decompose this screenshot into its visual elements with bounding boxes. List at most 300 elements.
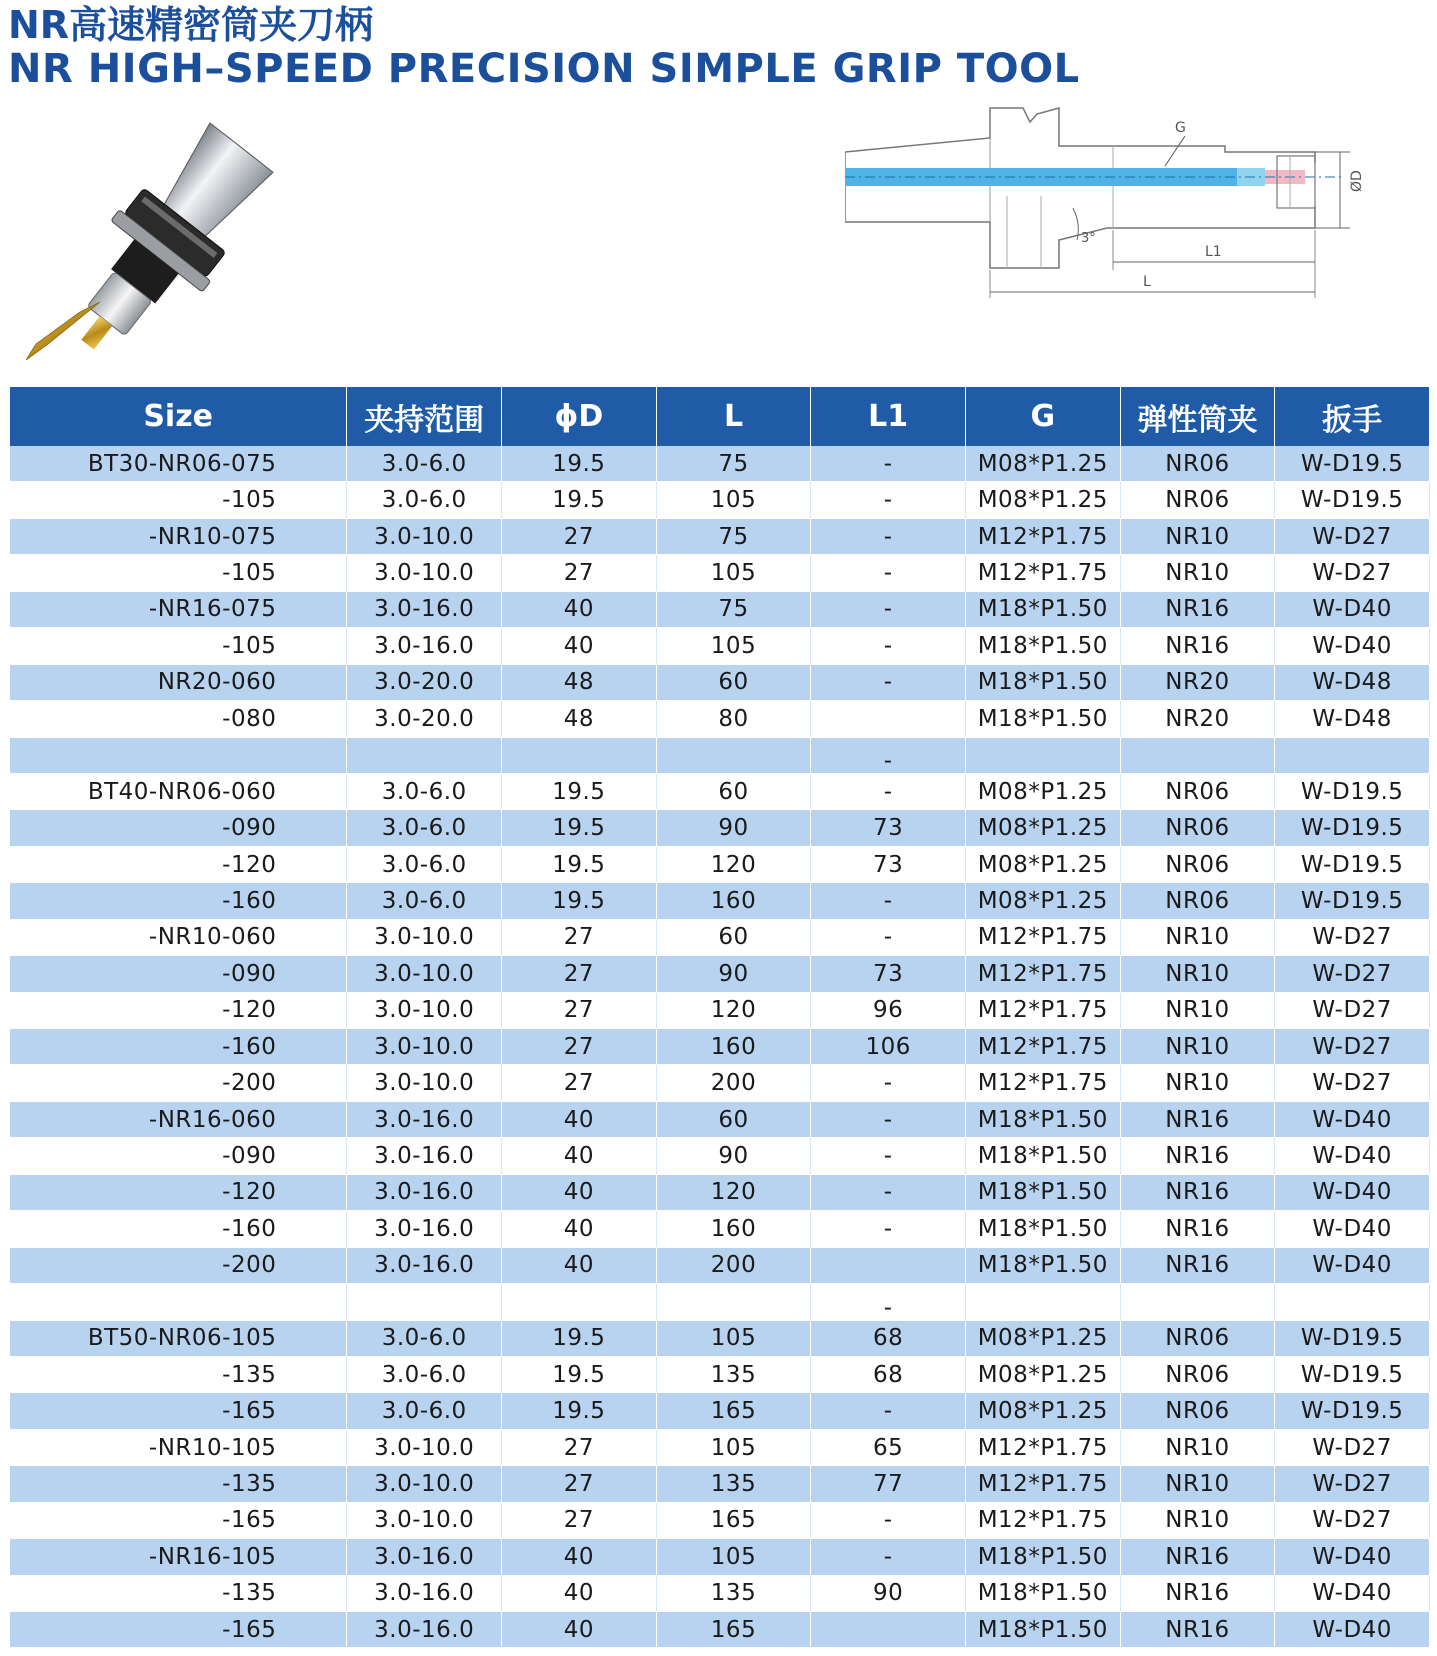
- cell-collet: NR06: [1120, 446, 1275, 482]
- cell-size: -105: [10, 482, 347, 518]
- cell-length: 105: [656, 1539, 811, 1575]
- cell-diameter: 27: [502, 1029, 657, 1065]
- cell-length-l1: 77: [811, 1466, 966, 1502]
- header-clamping-range: 夹持范围: [347, 387, 502, 446]
- cell-wrench: W-D19.5: [1275, 883, 1430, 919]
- cell-size: -090: [10, 956, 347, 992]
- table-row: [10, 1174, 1430, 1210]
- table-row: [10, 846, 1430, 882]
- table-row: [10, 1101, 1430, 1137]
- cell-length-l1: [811, 1612, 966, 1648]
- cell-length: 200: [656, 1065, 811, 1101]
- table-row: [10, 555, 1430, 591]
- cell-length: [656, 737, 811, 773]
- cell-size: -135: [10, 1466, 347, 1502]
- cell-thread-g: M18*P1.50: [965, 1612, 1120, 1648]
- cell-wrench: W-D27: [1275, 992, 1430, 1028]
- cell-thread-g: M12*P1.75: [965, 1466, 1120, 1502]
- cell-clamping-range: 3.0-6.0: [347, 482, 502, 518]
- cell-clamping-range: 3.0-6.0: [347, 773, 502, 809]
- cell-clamping-range: 3.0-6.0: [347, 446, 502, 482]
- table-row: [10, 1029, 1430, 1065]
- cell-thread-g: M18*P1.50: [965, 1174, 1120, 1210]
- cell-length: 105: [656, 1320, 811, 1356]
- cell-wrench: W-D40: [1275, 628, 1430, 664]
- table-row: [10, 1539, 1430, 1575]
- cell-length: 135: [656, 1575, 811, 1611]
- tool-holder-photo: [8, 112, 288, 362]
- cell-wrench: W-D40: [1275, 1575, 1430, 1611]
- cell-length: 160: [656, 1029, 811, 1065]
- table-row: [10, 773, 1430, 809]
- cell-diameter: [502, 1284, 657, 1320]
- cell-length-l1: 65: [811, 1429, 966, 1465]
- cell-diameter: 19.5: [502, 1356, 657, 1392]
- cell-clamping-range: 3.0-16.0: [347, 1539, 502, 1575]
- table-row: [10, 1466, 1430, 1502]
- cell-collet: NR10: [1120, 1466, 1275, 1502]
- cell-length: 160: [656, 883, 811, 919]
- cell-diameter: 27: [502, 1065, 657, 1101]
- cell-diameter: 27: [502, 518, 657, 554]
- cell-length: 165: [656, 1502, 811, 1538]
- cell-diameter: 27: [502, 1466, 657, 1502]
- header-size: Size: [10, 387, 347, 446]
- cell-clamping-range: 3.0-6.0: [347, 1393, 502, 1429]
- cell-clamping-range: 3.0-16.0: [347, 591, 502, 627]
- cell-size: [10, 737, 347, 773]
- cell-length: 60: [656, 773, 811, 809]
- cell-thread-g: M12*P1.75: [965, 992, 1120, 1028]
- cell-thread-g: M08*P1.25: [965, 883, 1120, 919]
- cell-length-l1: -: [811, 482, 966, 518]
- cell-length: 90: [656, 1138, 811, 1174]
- cell-wrench: W-D27: [1275, 956, 1430, 992]
- cell-thread-g: M12*P1.75: [965, 1502, 1120, 1538]
- cell-diameter: 40: [502, 591, 657, 627]
- table-row: [10, 628, 1430, 664]
- table-row: [10, 482, 1430, 518]
- cell-clamping-range: 3.0-16.0: [347, 1138, 502, 1174]
- cell-thread-g: M18*P1.50: [965, 1211, 1120, 1247]
- cell-size: BT30-NR06-075: [10, 446, 347, 482]
- cell-length-l1: -: [811, 1502, 966, 1538]
- cell-diameter: 19.5: [502, 1393, 657, 1429]
- cell-size: -080: [10, 701, 347, 737]
- cell-size: -200: [10, 1065, 347, 1101]
- cell-thread-g: M12*P1.75: [965, 1029, 1120, 1065]
- cell-thread-g: M18*P1.50: [965, 1575, 1120, 1611]
- cell-diameter: 19.5: [502, 846, 657, 882]
- cell-wrench: W-D27: [1275, 555, 1430, 591]
- cell-length: 80: [656, 701, 811, 737]
- cell-length: 120: [656, 846, 811, 882]
- cell-collet: NR06: [1120, 1320, 1275, 1356]
- cell-length-l1: -: [811, 1539, 966, 1575]
- cell-wrench: W-D19.5: [1275, 846, 1430, 882]
- cell-length-l1: -: [811, 883, 966, 919]
- dimension-d-label: ØD: [1349, 170, 1365, 192]
- cell-clamping-range: [347, 1284, 502, 1320]
- cell-clamping-range: 3.0-10.0: [347, 1029, 502, 1065]
- cell-thread-g: M08*P1.25: [965, 810, 1120, 846]
- cell-length-l1: -: [811, 919, 966, 955]
- cell-clamping-range: 3.0-6.0: [347, 1356, 502, 1392]
- cell-size: -NR16-075: [10, 591, 347, 627]
- cell-clamping-range: 3.0-6.0: [347, 1320, 502, 1356]
- cell-wrench: W-D40: [1275, 591, 1430, 627]
- cell-diameter: 40: [502, 1575, 657, 1611]
- cell-clamping-range: 3.0-10.0: [347, 1429, 502, 1465]
- angle-label: 3°: [1081, 231, 1096, 246]
- cell-collet: NR06: [1120, 883, 1275, 919]
- cell-length-l1: 96: [811, 992, 966, 1028]
- cell-diameter: 19.5: [502, 810, 657, 846]
- cell-clamping-range: 3.0-16.0: [347, 1247, 502, 1283]
- cell-size: -NR10-060: [10, 919, 347, 955]
- cell-size: -090: [10, 810, 347, 846]
- cell-size: NR20-060: [10, 664, 347, 700]
- table-row: [10, 1247, 1430, 1283]
- cell-clamping-range: 3.0-10.0: [347, 919, 502, 955]
- cell-wrench: W-D27: [1275, 1029, 1430, 1065]
- cell-length-l1: 73: [811, 810, 966, 846]
- cell-collet: NR10: [1120, 518, 1275, 554]
- table-row: [10, 1502, 1430, 1538]
- cell-diameter: 27: [502, 1429, 657, 1465]
- cell-clamping-range: 3.0-16.0: [347, 1174, 502, 1210]
- cell-length-l1: -: [811, 446, 966, 482]
- cell-size: -135: [10, 1575, 347, 1611]
- cell-length: 165: [656, 1612, 811, 1648]
- dimension-l1-label: L1: [1205, 244, 1222, 260]
- cell-length-l1: -: [811, 773, 966, 809]
- cell-length-l1: -: [811, 664, 966, 700]
- cell-wrench: W-D48: [1275, 701, 1430, 737]
- cell-thread-g: M08*P1.25: [965, 846, 1120, 882]
- table-row: [10, 810, 1430, 846]
- cell-size: -165: [10, 1393, 347, 1429]
- table-row: [10, 883, 1430, 919]
- cell-diameter: 40: [502, 1247, 657, 1283]
- cell-clamping-range: 3.0-10.0: [347, 1065, 502, 1101]
- dimension-g-label: G: [1175, 120, 1186, 136]
- table-row: [10, 701, 1430, 737]
- cell-length-l1: -: [811, 1174, 966, 1210]
- cell-clamping-range: 3.0-16.0: [347, 1612, 502, 1648]
- cell-wrench: [1275, 737, 1430, 773]
- cell-collet: NR20: [1120, 664, 1275, 700]
- cell-length-l1: -: [811, 555, 966, 591]
- cell-collet: NR16: [1120, 1138, 1275, 1174]
- header-wrench: 扳手: [1275, 387, 1430, 446]
- cell-clamping-range: 3.0-16.0: [347, 1101, 502, 1137]
- table-row: [10, 737, 1430, 773]
- table-row: [10, 992, 1430, 1028]
- cell-length-l1: -: [811, 1284, 966, 1320]
- cell-clamping-range: 3.0-10.0: [347, 1466, 502, 1502]
- cell-diameter: 19.5: [502, 773, 657, 809]
- cell-wrench: W-D19.5: [1275, 773, 1430, 809]
- cell-clamping-range: 3.0-10.0: [347, 555, 502, 591]
- cell-thread-g: M08*P1.25: [965, 1356, 1120, 1392]
- cell-diameter: 40: [502, 1174, 657, 1210]
- cell-clamping-range: 3.0-10.0: [347, 956, 502, 992]
- cell-size: -NR10-075: [10, 518, 347, 554]
- cell-length: 165: [656, 1393, 811, 1429]
- table-row: [10, 1065, 1430, 1101]
- cell-diameter: 19.5: [502, 1320, 657, 1356]
- cell-thread-g: M18*P1.50: [965, 1539, 1120, 1575]
- cell-collet: NR20: [1120, 701, 1275, 737]
- cell-length: 75: [656, 518, 811, 554]
- cell-diameter: 40: [502, 1612, 657, 1648]
- cell-diameter: 40: [502, 1101, 657, 1137]
- cell-diameter: 19.5: [502, 482, 657, 518]
- cell-length: 75: [656, 446, 811, 482]
- cell-length: 105: [656, 628, 811, 664]
- cell-length-l1: -: [811, 737, 966, 773]
- header-thread-g: G: [965, 387, 1120, 446]
- cell-length: [656, 1284, 811, 1320]
- cell-size: -120: [10, 1174, 347, 1210]
- cell-collet: NR06: [1120, 1356, 1275, 1392]
- cell-collet: NR16: [1120, 1612, 1275, 1648]
- cell-thread-g: [965, 737, 1120, 773]
- cell-wrench: W-D19.5: [1275, 482, 1430, 518]
- cell-diameter: 40: [502, 628, 657, 664]
- page-title-chinese: NR高速精密筒夹刀柄: [8, 3, 374, 47]
- cell-diameter: 40: [502, 1138, 657, 1174]
- cell-size: -105: [10, 555, 347, 591]
- cell-wrench: W-D40: [1275, 1539, 1430, 1575]
- cell-diameter: 19.5: [502, 446, 657, 482]
- cell-collet: NR10: [1120, 1029, 1275, 1065]
- cell-thread-g: M08*P1.25: [965, 1393, 1120, 1429]
- cell-wrench: W-D27: [1275, 1429, 1430, 1465]
- cell-length-l1: 73: [811, 956, 966, 992]
- cell-length: 105: [656, 482, 811, 518]
- cell-thread-g: M08*P1.25: [965, 1320, 1120, 1356]
- table-row: [10, 591, 1430, 627]
- table-row: [10, 1138, 1430, 1174]
- cell-thread-g: M08*P1.25: [965, 773, 1120, 809]
- cell-length-l1: -: [811, 1393, 966, 1429]
- cell-length-l1: 106: [811, 1029, 966, 1065]
- cell-thread-g: M18*P1.50: [965, 591, 1120, 627]
- cell-length: 120: [656, 1174, 811, 1210]
- cell-collet: NR06: [1120, 773, 1275, 809]
- header-length-l1: L1: [811, 387, 966, 446]
- cell-size: -120: [10, 846, 347, 882]
- cell-diameter: 27: [502, 992, 657, 1028]
- cell-wrench: W-D27: [1275, 1502, 1430, 1538]
- table-row: [10, 1320, 1430, 1356]
- cell-size: [10, 1284, 347, 1320]
- cell-size: -NR16-060: [10, 1101, 347, 1137]
- cell-length-l1: -: [811, 1101, 966, 1137]
- cell-wrench: W-D40: [1275, 1247, 1430, 1283]
- cell-diameter: 48: [502, 664, 657, 700]
- cell-size: -160: [10, 1211, 347, 1247]
- cell-thread-g: M08*P1.25: [965, 446, 1120, 482]
- cell-thread-g: M12*P1.75: [965, 1065, 1120, 1101]
- cell-collet: NR10: [1120, 1429, 1275, 1465]
- cell-diameter: 19.5: [502, 883, 657, 919]
- cell-length-l1: 90: [811, 1575, 966, 1611]
- cell-clamping-range: 3.0-20.0: [347, 664, 502, 700]
- cell-size: BT40-NR06-060: [10, 773, 347, 809]
- cell-wrench: W-D48: [1275, 664, 1430, 700]
- cell-length-l1: 68: [811, 1356, 966, 1392]
- cell-length: 60: [656, 664, 811, 700]
- cell-collet: NR16: [1120, 1101, 1275, 1137]
- specification-table: [10, 387, 1430, 1648]
- cell-size: BT50-NR06-105: [10, 1320, 347, 1356]
- table-row: [10, 1356, 1430, 1392]
- header-length: L: [656, 387, 811, 446]
- cell-wrench: W-D40: [1275, 1612, 1430, 1648]
- cell-length: 90: [656, 810, 811, 846]
- cell-length: 120: [656, 992, 811, 1028]
- cell-wrench: W-D40: [1275, 1174, 1430, 1210]
- cell-clamping-range: 3.0-16.0: [347, 1575, 502, 1611]
- cell-collet: NR10: [1120, 992, 1275, 1028]
- cell-thread-g: M18*P1.50: [965, 1101, 1120, 1137]
- cell-thread-g: M18*P1.50: [965, 1138, 1120, 1174]
- cell-wrench: W-D19.5: [1275, 1320, 1430, 1356]
- cell-length: 160: [656, 1211, 811, 1247]
- cell-length-l1: -: [811, 518, 966, 554]
- cell-collet: NR16: [1120, 1575, 1275, 1611]
- cell-thread-g: M18*P1.50: [965, 1247, 1120, 1283]
- table-row: [10, 1429, 1430, 1465]
- cell-clamping-range: 3.0-20.0: [347, 701, 502, 737]
- cell-wrench: W-D27: [1275, 518, 1430, 554]
- cell-collet: NR16: [1120, 1247, 1275, 1283]
- table-row: [10, 664, 1430, 700]
- cell-clamping-range: 3.0-6.0: [347, 883, 502, 919]
- cell-collet: NR10: [1120, 1065, 1275, 1101]
- cell-clamping-range: 3.0-10.0: [347, 992, 502, 1028]
- table-row: [10, 1211, 1430, 1247]
- table-row: [10, 956, 1430, 992]
- cell-collet: [1120, 737, 1275, 773]
- cell-diameter: 27: [502, 919, 657, 955]
- cell-wrench: W-D27: [1275, 1065, 1430, 1101]
- cell-collet: NR16: [1120, 591, 1275, 627]
- cell-thread-g: M08*P1.25: [965, 482, 1120, 518]
- cell-collet: NR16: [1120, 628, 1275, 664]
- cell-collet: NR06: [1120, 810, 1275, 846]
- cell-collet: NR06: [1120, 482, 1275, 518]
- cell-collet: NR16: [1120, 1539, 1275, 1575]
- cell-length: 60: [656, 1101, 811, 1137]
- cell-size: -135: [10, 1356, 347, 1392]
- cell-length-l1: -: [811, 1138, 966, 1174]
- cell-size: -105: [10, 628, 347, 664]
- cell-size: -NR16-105: [10, 1539, 347, 1575]
- cell-diameter: 40: [502, 1211, 657, 1247]
- cell-size: -120: [10, 992, 347, 1028]
- cell-clamping-range: 3.0-10.0: [347, 518, 502, 554]
- cell-diameter: 27: [502, 555, 657, 591]
- cell-thread-g: M12*P1.75: [965, 1429, 1120, 1465]
- cell-collet: NR10: [1120, 1502, 1275, 1538]
- cell-collet: NR16: [1120, 1174, 1275, 1210]
- cell-collet: NR16: [1120, 1211, 1275, 1247]
- table-row: [10, 1393, 1430, 1429]
- cell-length: 90: [656, 956, 811, 992]
- cell-size: -160: [10, 883, 347, 919]
- table-row: [10, 518, 1430, 554]
- page-title-english: NR HIGH–SPEED PRECISION SIMPLE GRIP TOOL: [8, 46, 1080, 92]
- cell-thread-g: M12*P1.75: [965, 518, 1120, 554]
- cell-diameter: 27: [502, 956, 657, 992]
- cell-length: 60: [656, 919, 811, 955]
- cell-clamping-range: [347, 737, 502, 773]
- cell-length-l1: [811, 1247, 966, 1283]
- cell-length-l1: -: [811, 1211, 966, 1247]
- table-header-row: [10, 387, 1430, 446]
- cell-thread-g: [965, 1284, 1120, 1320]
- cell-length: 105: [656, 555, 811, 591]
- cell-wrench: W-D27: [1275, 919, 1430, 955]
- cell-wrench: W-D19.5: [1275, 1393, 1430, 1429]
- cell-size: -NR10-105: [10, 1429, 347, 1465]
- table-row: [10, 1284, 1430, 1320]
- cell-wrench: W-D40: [1275, 1101, 1430, 1137]
- cell-length-l1: -: [811, 1065, 966, 1101]
- table-row: [10, 919, 1430, 955]
- cell-collet: NR06: [1120, 1393, 1275, 1429]
- cell-thread-g: M18*P1.50: [965, 664, 1120, 700]
- cell-length-l1: 68: [811, 1320, 966, 1356]
- cell-size: -160: [10, 1029, 347, 1065]
- cell-length-l1: 73: [811, 846, 966, 882]
- table-row: [10, 446, 1430, 482]
- cell-thread-g: M12*P1.75: [965, 919, 1120, 955]
- cell-clamping-range: 3.0-6.0: [347, 810, 502, 846]
- cell-wrench: W-D40: [1275, 1211, 1430, 1247]
- cell-clamping-range: 3.0-10.0: [347, 1502, 502, 1538]
- cell-thread-g: M18*P1.50: [965, 701, 1120, 737]
- cell-clamping-range: 3.0-16.0: [347, 1211, 502, 1247]
- cell-wrench: [1275, 1284, 1430, 1320]
- cell-size: -090: [10, 1138, 347, 1174]
- cell-length: 135: [656, 1356, 811, 1392]
- cell-length: 105: [656, 1429, 811, 1465]
- cell-collet: [1120, 1284, 1275, 1320]
- technical-drawing: [845, 100, 1430, 325]
- cell-collet: NR06: [1120, 846, 1275, 882]
- cell-length: 75: [656, 591, 811, 627]
- table-row: [10, 1575, 1430, 1611]
- table-row: [10, 1612, 1430, 1648]
- cell-collet: NR10: [1120, 555, 1275, 591]
- cell-wrench: W-D27: [1275, 1466, 1430, 1502]
- cell-diameter: 48: [502, 701, 657, 737]
- cell-diameter: 27: [502, 1502, 657, 1538]
- cell-diameter: 40: [502, 1539, 657, 1575]
- cell-diameter: [502, 737, 657, 773]
- cell-size: -200: [10, 1247, 347, 1283]
- cell-size: -165: [10, 1612, 347, 1648]
- cell-thread-g: M12*P1.75: [965, 956, 1120, 992]
- cell-thread-g: M18*P1.50: [965, 628, 1120, 664]
- cell-wrench: W-D19.5: [1275, 810, 1430, 846]
- cell-clamping-range: 3.0-6.0: [347, 846, 502, 882]
